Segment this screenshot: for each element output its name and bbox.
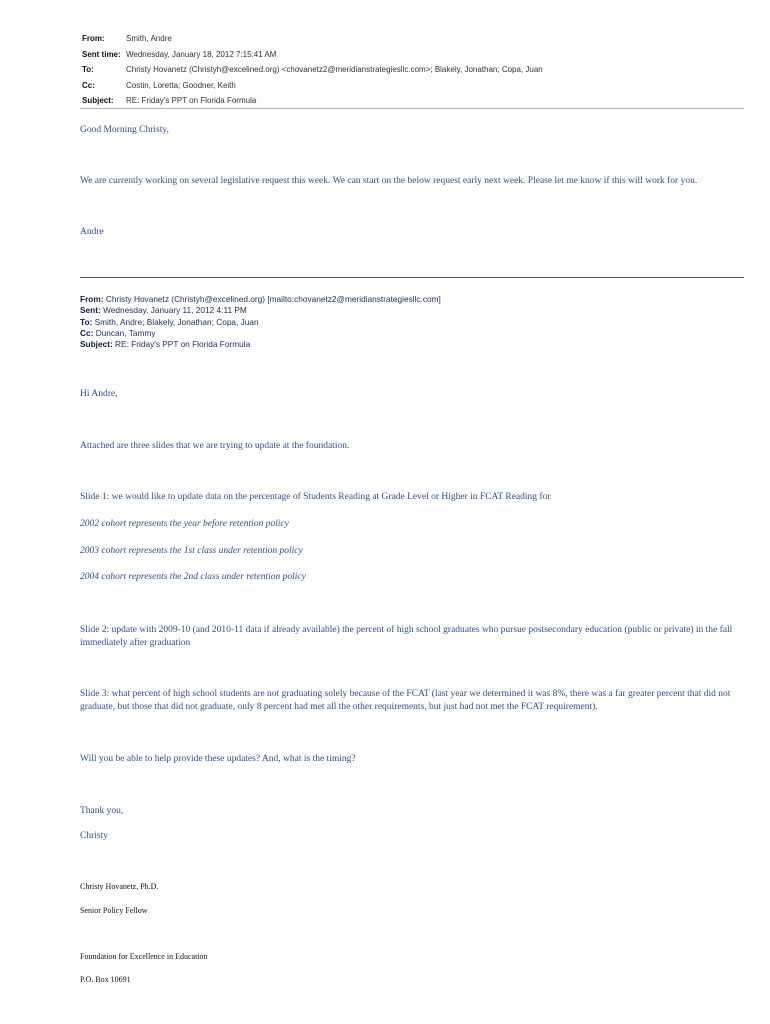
- slide2-text: Slide 2: update with 2009-10 (and 2010-11 data if already available) the percent of high school graduates who pursue postsecondary education (public or private) in the fall immediately after graduation: [80, 625, 733, 648]
- header-sent-row: [82, 47, 742, 63]
- signature-org: Foundation for Excellence in Education: [80, 952, 208, 961]
- question-text: Will you be able to help provide these updates? And, what is the timing?: [80, 754, 356, 764]
- forwarded-header: [80, 294, 740, 350]
- original-greeting: Hi Andre,: [80, 389, 118, 399]
- fwd-subject-value: RE: Friday's PPT on Florida Formula: [115, 339, 251, 350]
- sent-time-label: Sent time:: [82, 49, 121, 59]
- reply-signoff: Andre: [80, 227, 104, 237]
- header-to-row: [82, 62, 742, 78]
- to-value: Christy Hovanetz (Christyh@excelined.org) <chovanetz2@meridianstrategiesllc.com>; Blakely, Jonathan; Copa, Juan: [126, 65, 543, 75]
- email-header: [82, 31, 742, 109]
- cc-label: Cc:: [82, 80, 95, 90]
- cc-value: Costin, Loretta; Goodner, Keith: [126, 80, 236, 90]
- fwd-subject-label: Subject:: [80, 339, 113, 350]
- signature-address: P.O. Box 10691: [80, 975, 131, 984]
- slide3-text: Slide 3: what percent of high school students are not graduating solely because of the FCAT (last year we determined it was 8%, there was a far greater percent that did not graduate, but those that did not graduate, only 8 percent had met all the other requirements, but just had not met the FCAT requirement).: [80, 689, 731, 712]
- thanks-text: Thank you,: [80, 806, 124, 816]
- fwd-to-value: Smith, Andre; Blakely, Jonathan; Copa, Juan: [94, 316, 259, 327]
- original-signoff: Christy: [80, 831, 108, 841]
- signature-title: Senior Policy Fellow: [80, 906, 148, 915]
- original-intro: Attached are three slides that we are trying to update at the foundation.: [80, 441, 350, 451]
- to-label: To:: [82, 65, 94, 75]
- forward-divider: [80, 277, 744, 278]
- subject-label: Subject:: [82, 96, 114, 106]
- fwd-from-label: From:: [80, 294, 104, 304]
- fwd-from-value: Christy Hovanetz (Christyh@excelined.org) [mailto:chovanetz2@meridianstrategiesllc.com]: [105, 294, 441, 304]
- subject-value: RE: Friday's PPT on Florida Formula: [126, 96, 257, 106]
- from-value: Smith, Andre: [126, 34, 172, 44]
- header-cc-row: [82, 78, 742, 94]
- signature-name: Christy Hovanetz, Ph.D.: [80, 882, 159, 891]
- header-from-row: [82, 31, 742, 47]
- fwd-sent-value: Wednesday, January 11, 2012 4:11 PM: [103, 305, 247, 316]
- cohort-2004: 2004 cohort represents the 2nd class under retention policy: [80, 572, 306, 582]
- reply-greeting: Good Morning Christy,: [80, 125, 169, 135]
- fwd-sent-label: Sent:: [80, 305, 101, 316]
- reply-body: We are currently working on several legislative request this week. We can start on the below request early next week. Please let me know if this will work for you.: [80, 176, 698, 186]
- cohort-2002: 2002 cohort represents the year before retention policy: [80, 519, 289, 529]
- from-label: From:: [82, 34, 105, 44]
- header-divider: [80, 108, 744, 109]
- fwd-to-label: To:: [80, 316, 93, 327]
- fwd-cc-value: Duncan, Tammy: [95, 327, 156, 338]
- slide1-text: Slide 1: we would like to update data on the percentage of Students Reading at Grade Level or Higher in FCAT Reading for: [80, 492, 551, 502]
- header-subject-row: [82, 93, 742, 109]
- fwd-cc-label: Cc:: [80, 327, 94, 338]
- cohort-2003: 2003 cohort represents the 1st class under retention policy: [80, 546, 303, 556]
- sent-time-value: Wednesday, January 18, 2012 7:15:41 AM: [126, 49, 277, 59]
